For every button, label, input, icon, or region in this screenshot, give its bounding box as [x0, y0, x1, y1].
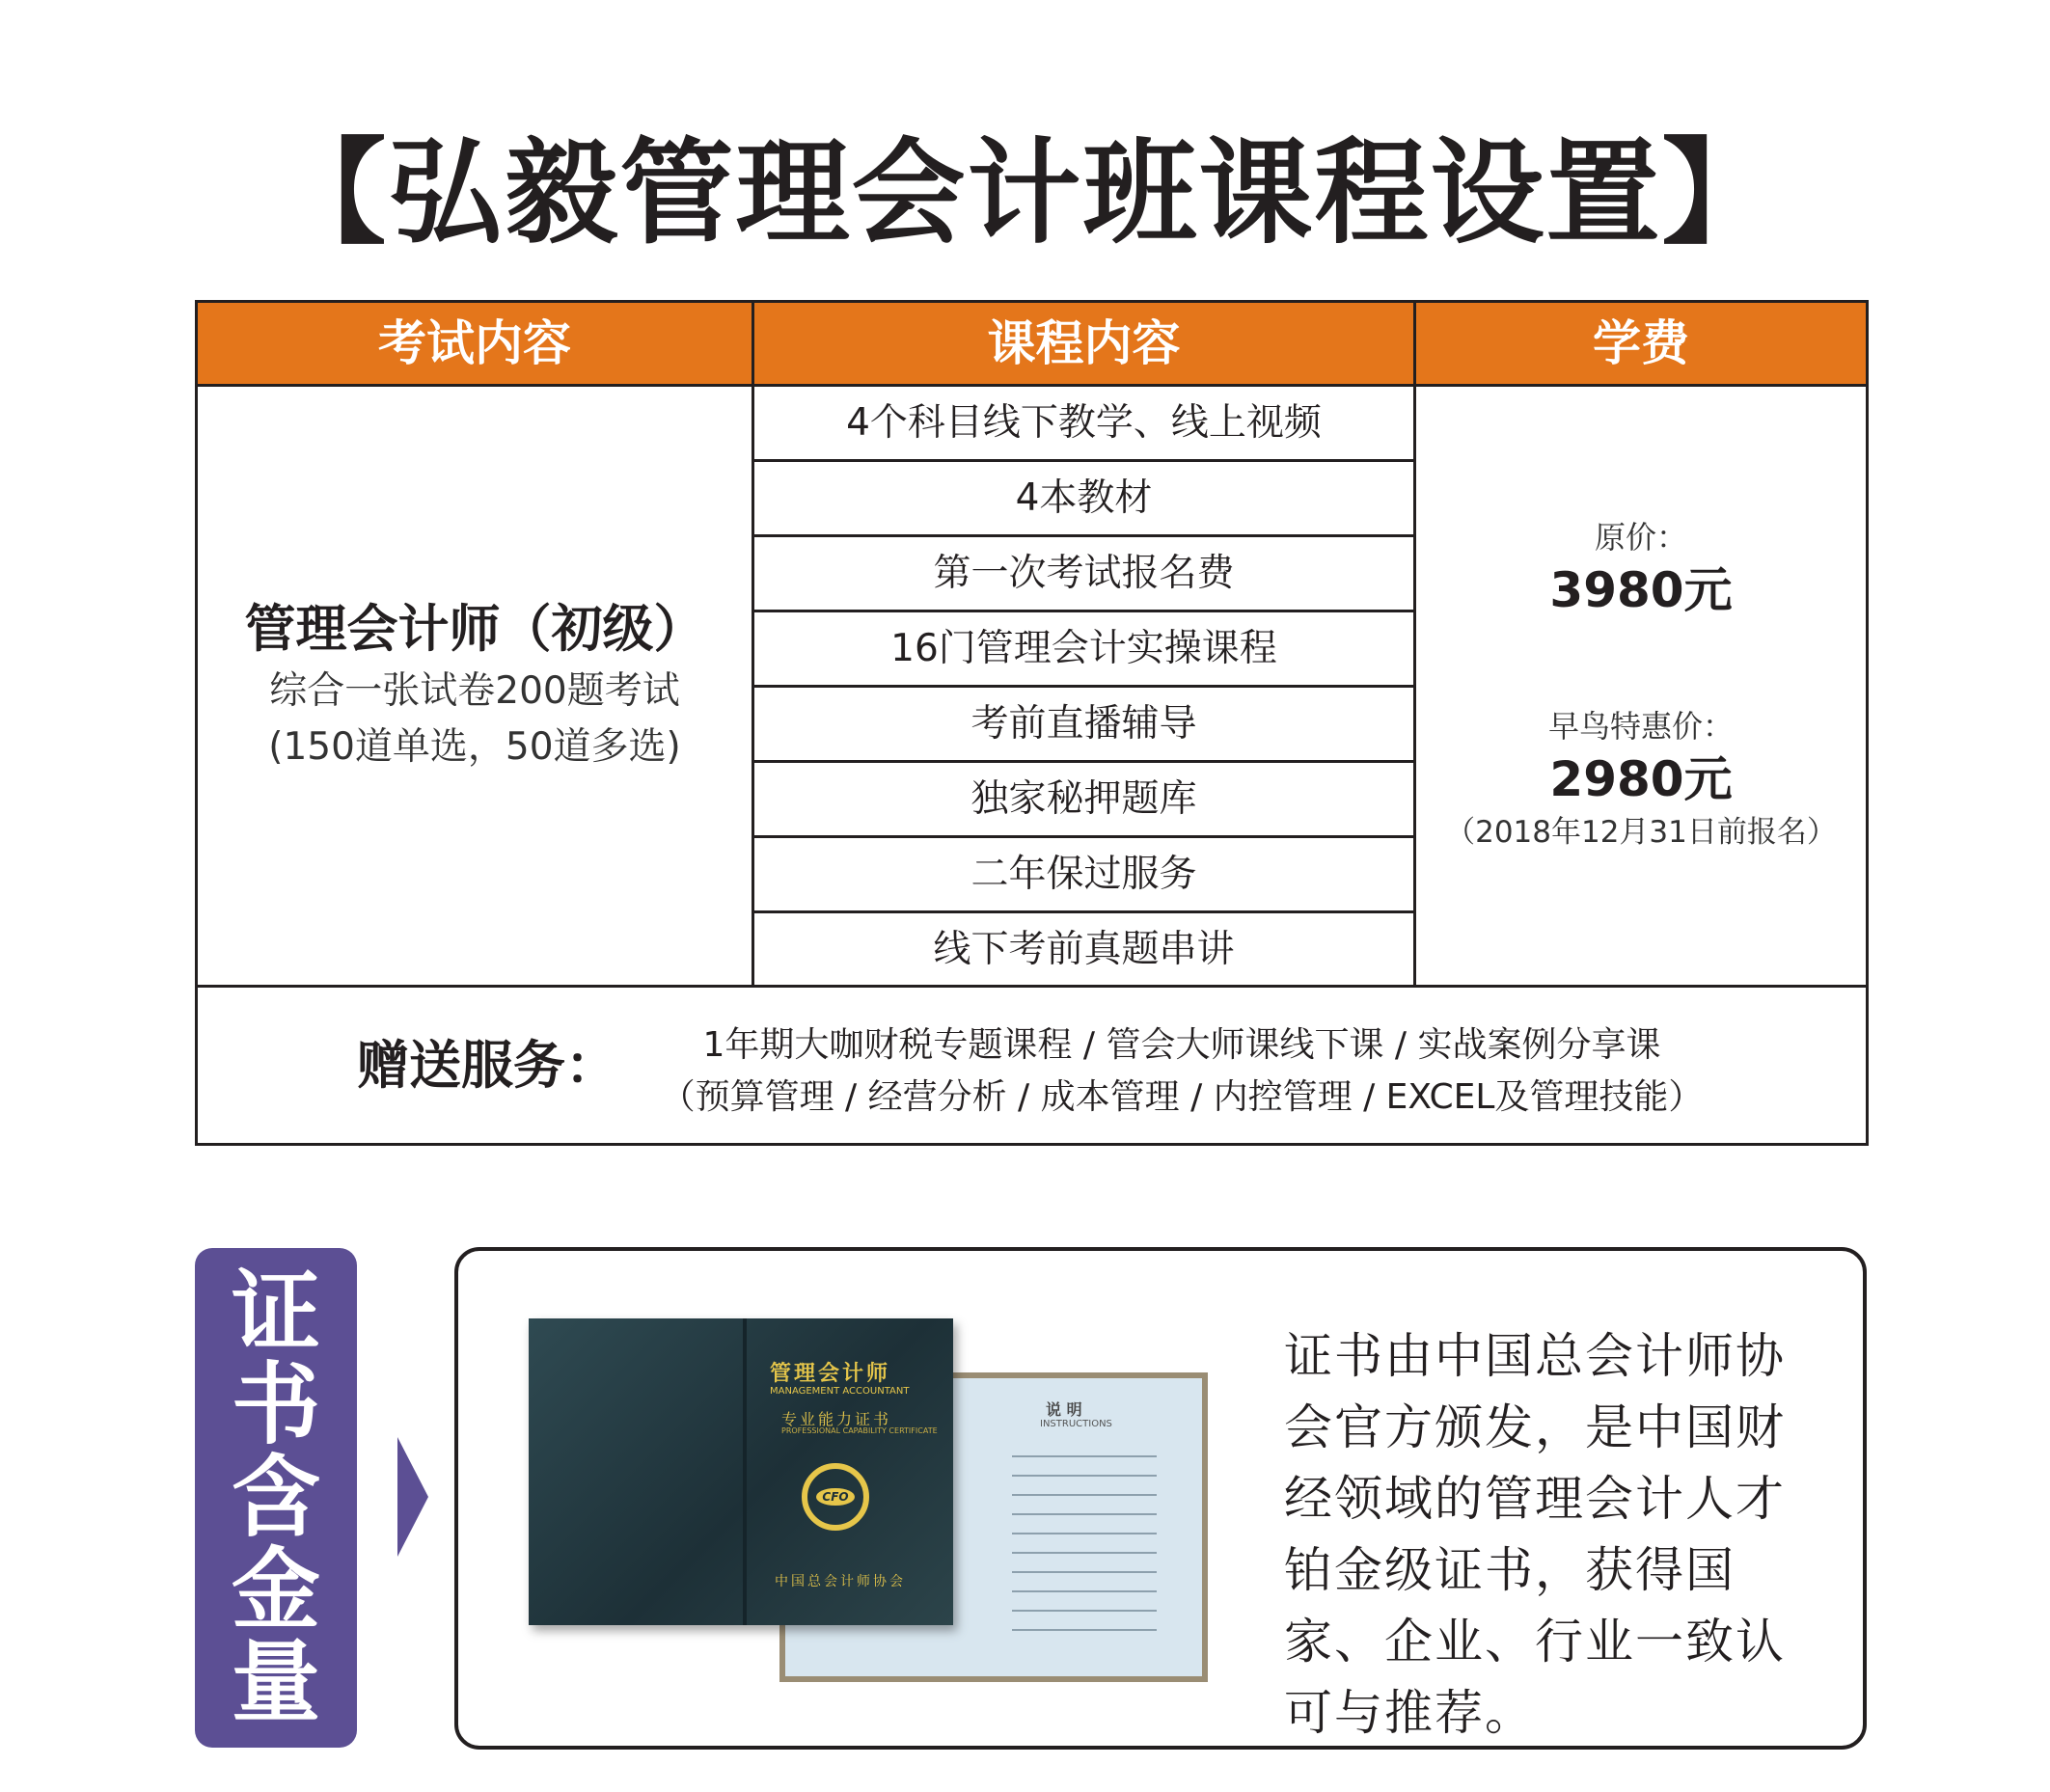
course-item: 线下考前真题串讲 — [933, 928, 1235, 971]
cover-title: 管理会计师 — [770, 1362, 891, 1386]
course-item: 独家秘押题库 — [970, 777, 1197, 821]
tab-char: 证 — [231, 1261, 320, 1364]
course-item: 4个科目线下教学、线上视频 — [846, 401, 1322, 445]
arrow-right-icon — [397, 1437, 428, 1557]
early-price-label: 早鸟特惠价： — [1547, 708, 1734, 745]
course-item: 二年保过服务 — [970, 853, 1197, 896]
course-item: 4本教材 — [1015, 476, 1153, 520]
course-item: 16门管理会计实操课程 — [890, 627, 1277, 670]
course-item: 第一次考试报名费 — [933, 552, 1235, 595]
text-line — [1012, 1610, 1157, 1612]
bonus-line1: 1年期大咖财税专题课程 / 管会大师课线下课 / 实战案例分享课 — [702, 1025, 1661, 1065]
certificate-box — [454, 1247, 1867, 1750]
inner-title: 说 明 — [1046, 1400, 1082, 1419]
tab-char: 书 — [231, 1353, 320, 1456]
text-line — [1012, 1629, 1157, 1631]
certificate-description: 证书由中国总会计师协会官方颁发，是中国财经领域的管理会计人才铂金级证书，获得国家、企业、行业一致认可与推荐。 — [1284, 1328, 1786, 1741]
original-price: 3980元 — [1549, 562, 1733, 618]
exam-content-cell — [198, 387, 752, 985]
text-line — [1012, 1590, 1157, 1592]
text-line — [1012, 1475, 1157, 1477]
tab-char: 含 — [231, 1446, 320, 1549]
text-line — [1012, 1533, 1157, 1534]
bonus-content — [651, 1019, 1712, 1124]
course-table — [195, 300, 1869, 1146]
exam-desc-line1: 综合一张试卷200题考试 — [269, 669, 680, 713]
header-fee: 学费 — [1593, 315, 1689, 371]
page-title: 【弘毅管理会计班课程设置】 — [272, 126, 1778, 259]
text-line — [1012, 1513, 1157, 1515]
bonus-label: 赠送服务： — [357, 1035, 617, 1096]
tab-char: 金 — [231, 1538, 320, 1642]
fee-cell — [1416, 387, 1866, 985]
cfo-logo-icon: CFO — [802, 1463, 869, 1531]
certificate-cover-image — [529, 1318, 953, 1625]
cover-subtitle: 专业能力证书 — [781, 1410, 892, 1428]
cover-title-en: MANAGEMENT ACCOUNTANT — [770, 1386, 910, 1397]
cover-subtitle-en: PROFESSIONAL CAPABILITY CERTIFICATE — [781, 1426, 938, 1435]
course-item: 考前直播辅导 — [970, 702, 1197, 746]
inner-title-en: INSTRUCTIONS — [1040, 1419, 1112, 1429]
header-course: 课程内容 — [987, 315, 1181, 371]
text-line — [1012, 1494, 1157, 1496]
early-price-note: （2018年12月31日前报名） — [1445, 815, 1837, 850]
text-line — [1012, 1552, 1157, 1554]
text-line — [1012, 1571, 1157, 1573]
original-price-label: 原价： — [1594, 519, 1687, 556]
exam-desc-line2: (150道单选，50道多选) — [268, 725, 681, 769]
cover-issuer: 中国总会计师协会 — [775, 1574, 906, 1589]
table-header — [198, 303, 1866, 387]
text-line — [1012, 1455, 1157, 1457]
early-price: 2980元 — [1549, 751, 1733, 807]
bonus-row — [198, 988, 1866, 1143]
exam-name: 管理会计师（初级） — [244, 600, 705, 659]
bonus-line2: （预算管理 / 经营分析 / 成本管理 / 内控管理 / EXCEL及管理技能） — [660, 1077, 1704, 1117]
header-exam: 考试内容 — [378, 315, 571, 371]
certificate-value-tab — [195, 1248, 357, 1748]
tab-char: 量 — [231, 1631, 320, 1734]
